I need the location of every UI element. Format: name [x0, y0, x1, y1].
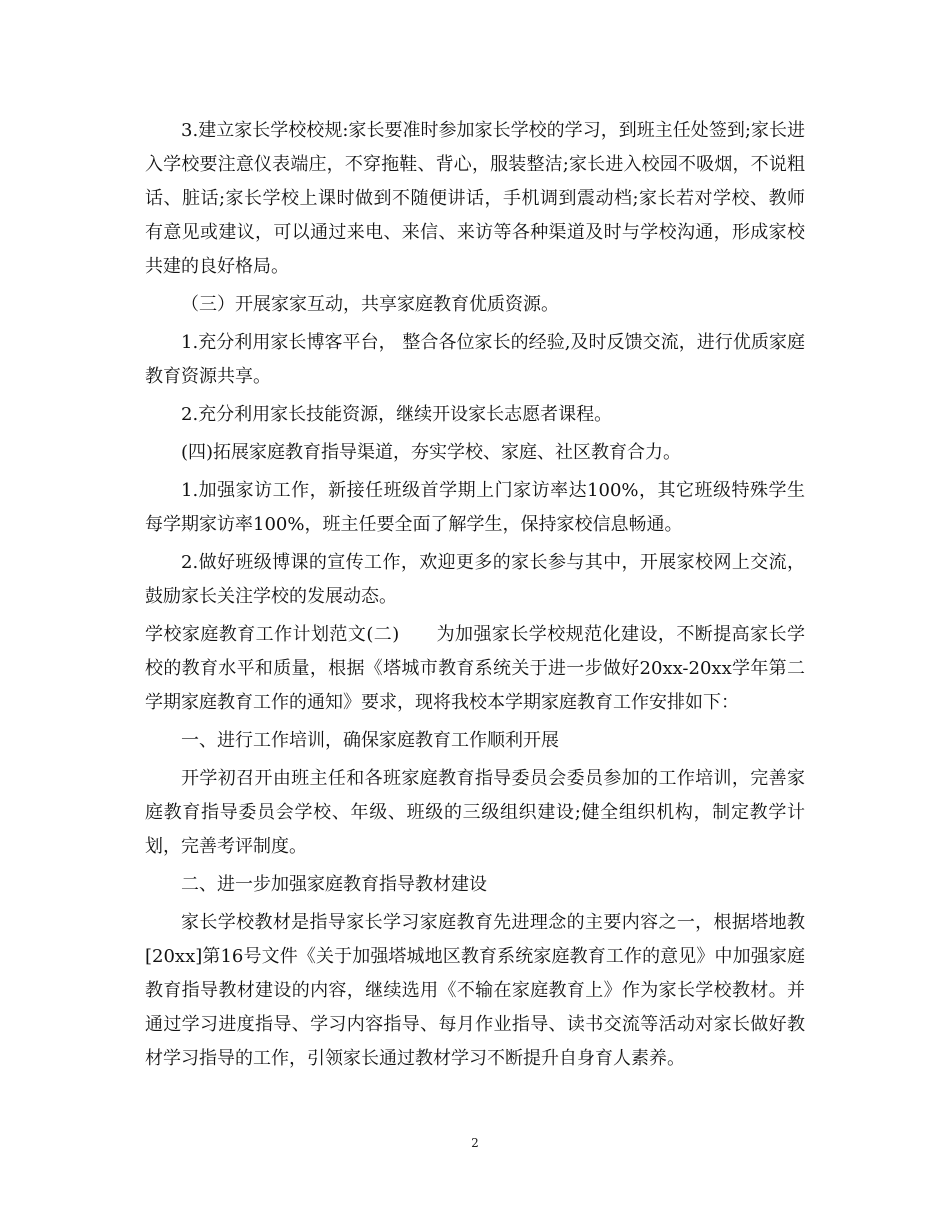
document-body [145, 114, 805, 1080]
paragraph-training-details: 开学初召开由班主任和各班家庭教育指导委员会委员参加的工作培训，完善家庭教育指导委员会学校、年级、班级的三级组织建设;健全组织机构，制定教学计划，完善考评制度。 [145, 768, 805, 857]
heading-work-training: 一、进行工作培训，确保家庭教育工作顺利开展 [181, 730, 559, 751]
paragraph-parent-blog: 1.充分利用家长博客平台， 整合各位家长的经验,及时反馈交流，进行优质家庭教育资源共享。 [145, 332, 805, 387]
heading-guidance-channels: (四)拓展家庭教育指导渠道，夯实学校、家庭、社区教育合力。 [181, 442, 682, 463]
paragraph-parent-skills: 2.充分利用家长技能资源，继续开设家长志愿者课程。 [181, 404, 613, 425]
paragraph-class-blog: 2.做好班级博课的宣传工作，欢迎更多的家长参与其中，开展家校网上交流，鼓励家长关注学校的发展动态。 [145, 552, 805, 607]
heading-textbook-building: 二、进一步加强家庭教育指导教材建设 [181, 874, 487, 895]
paragraph-home-visits: 1.加强家访工作，新接任班级首学期上门家访率达100%，其它班级特殊学生每学期家访率100%，班主任要全面了解学生，保持家校信息畅通。 [145, 480, 805, 535]
page-number: 2 [471, 1136, 479, 1150]
heading-family-interaction: （三）开展家家互动，共享家庭教育优质资源。 [181, 294, 559, 315]
paragraph-school-rules: 3.建立家长学校校规:家长要准时参加家长学校的学习，到班主任处签到;家长进入学校要注意仪表端庄，不穿拖鞋、背心，服装整洁;家长进入校园不吸烟，不说粗话、脏话;家长学校上课时做到不随便讲话，手机调到震动档;家长若对学校、教师有意见或建议，可以通过来电、来信、来访等各种渠道及时与学校沟通，形成家校共建的良好格局。 [145, 120, 805, 277]
paragraph-textbook-details: 家长学校教材是指导家长学习家庭教育先进理念的主要内容之一，根据塔地教[20xx]第16号文件《关于加强塔城地区教育系统家庭教育工作的意见》中加强家庭教育指导教材建设的内容，继续选用《不输在家庭教育上》作为家长学校教材。并通过学习进度指导、学习内容指导、每月作业指导、读书交流等活动对家长做好教材学习指导的工作，引领家长通过教材学习不断提升自身育人素养。 [145, 912, 805, 1069]
paragraph-plan-two-intro: 学校家庭教育工作计划范文(二) 为加强家长学校规范化建设，不断提高家长学校的教育水平和质量，根据《塔城市教育系统关于进一步做好20xx-20xx学年第二学期家庭教育工作的通知》要求，现将我校本学期家庭教育工作安排如下： [145, 624, 805, 713]
